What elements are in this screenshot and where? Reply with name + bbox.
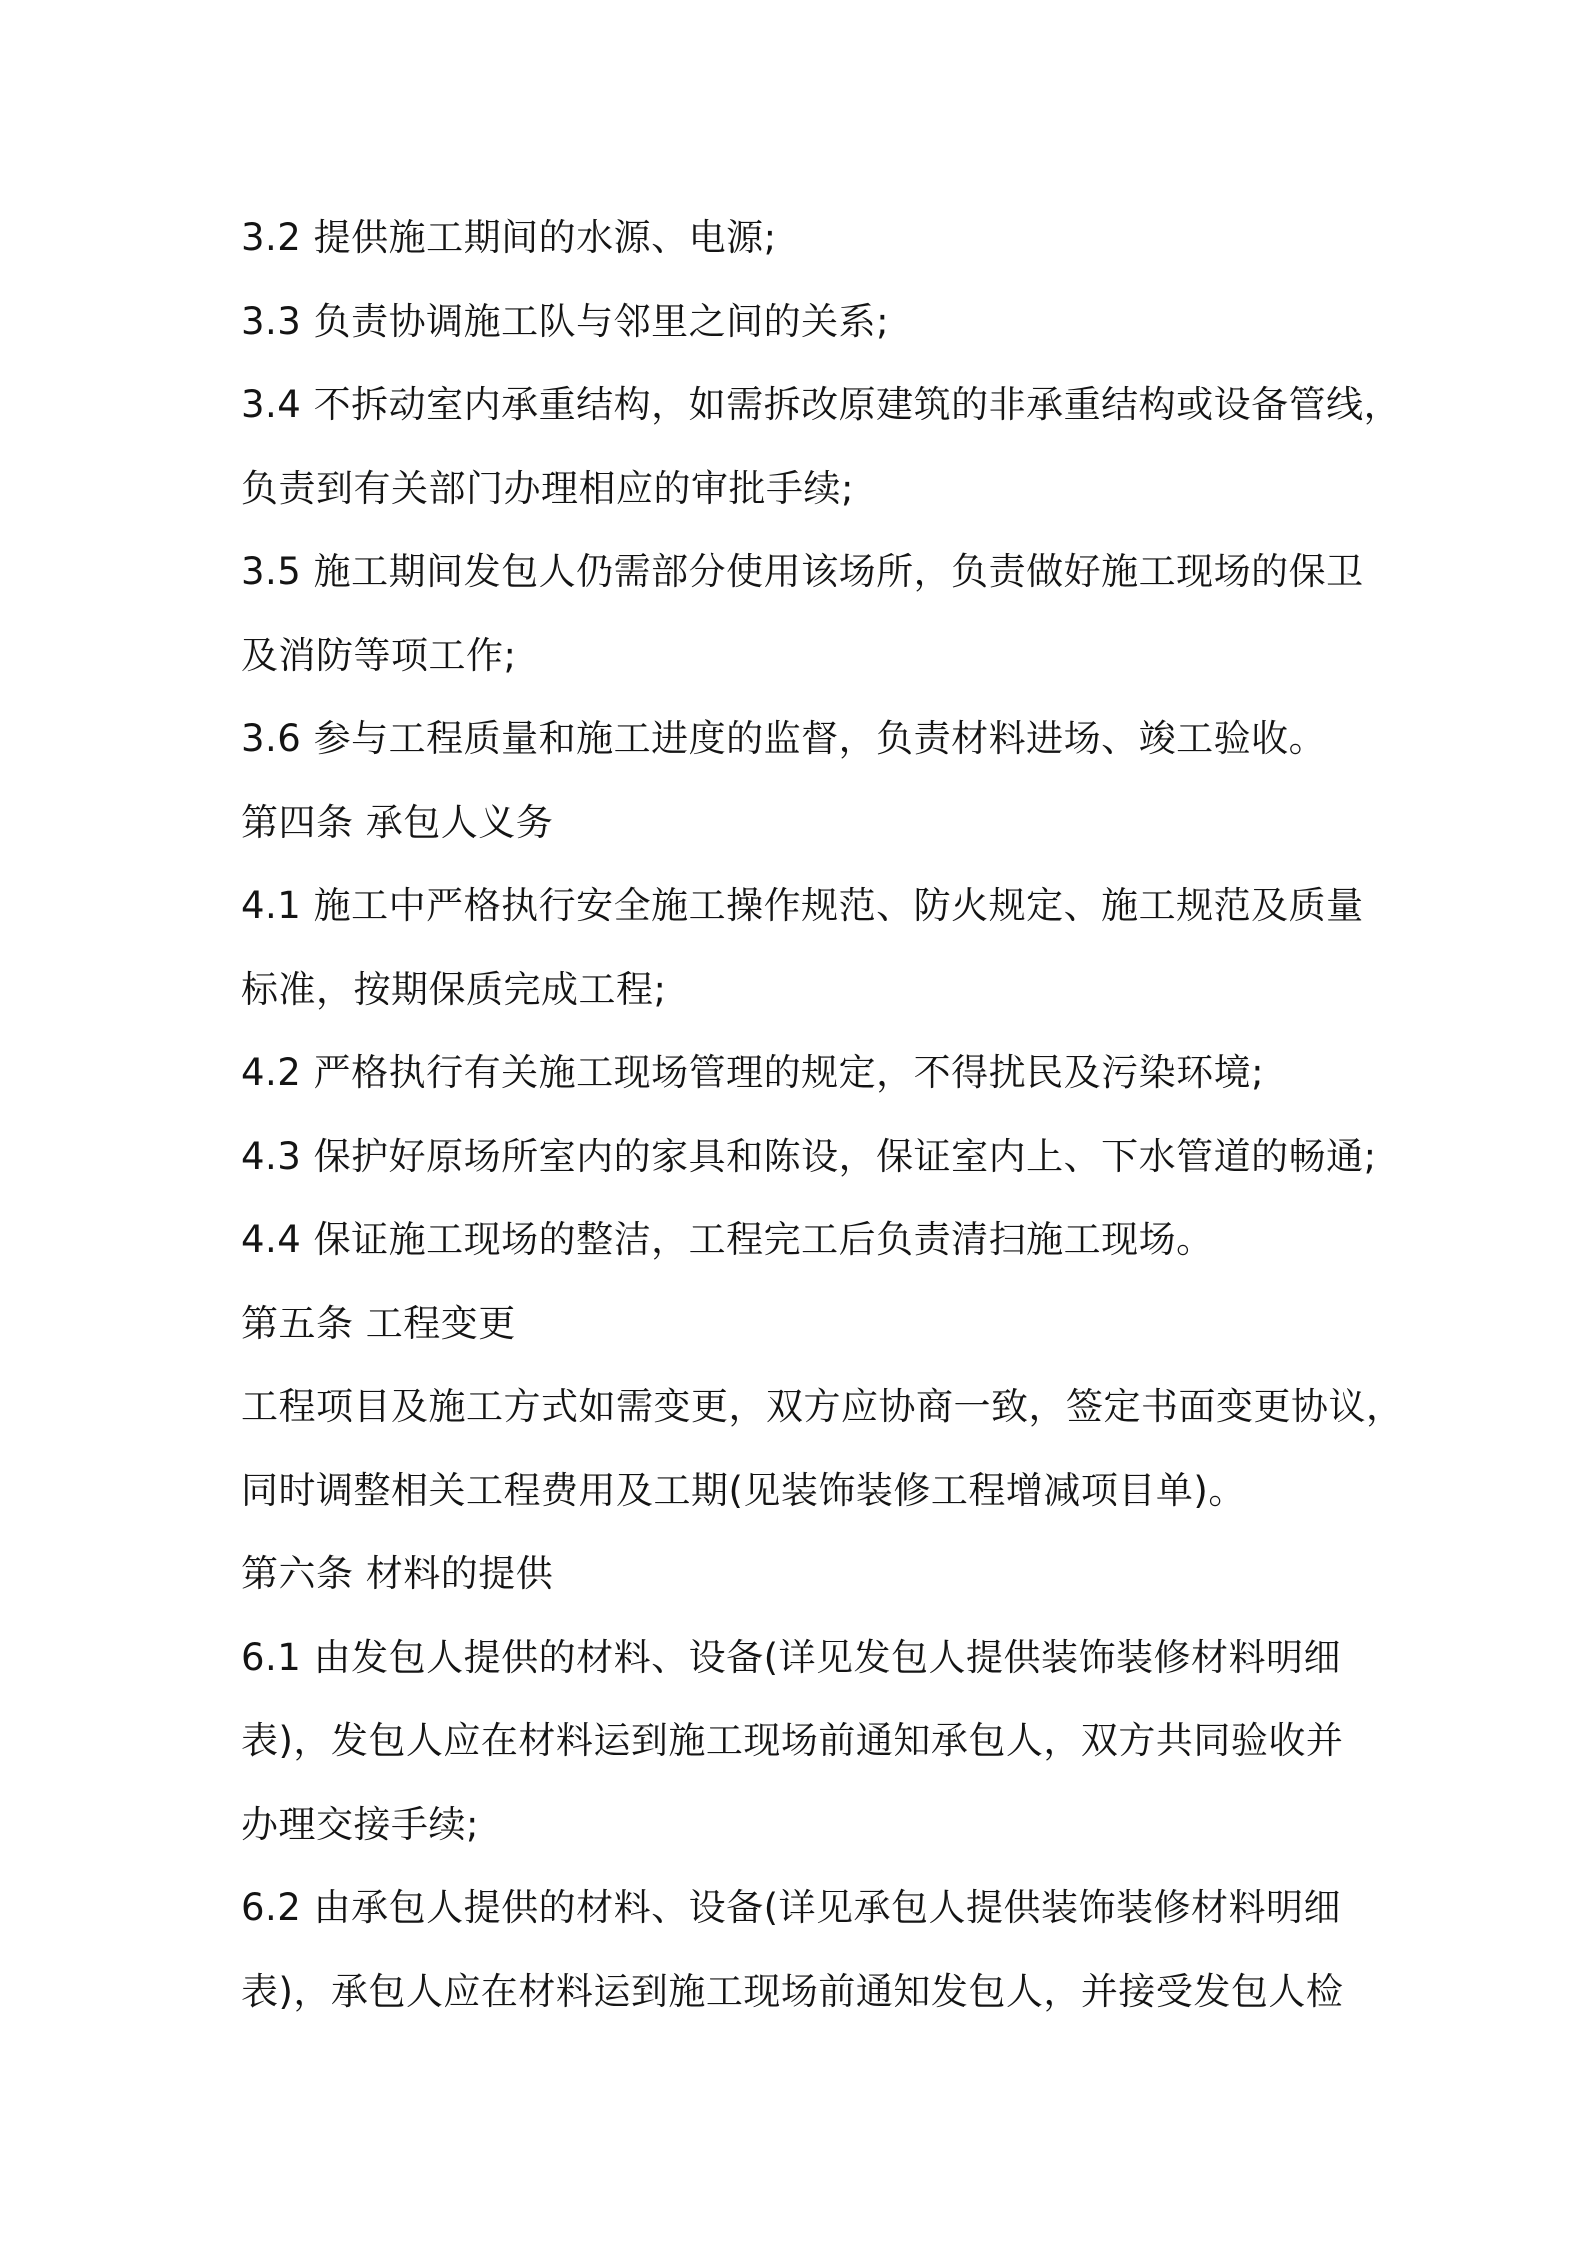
text-line: 标准，按期保质完成工程; — [241, 967, 667, 1011]
text-line: 办理交接手续; — [241, 1802, 479, 1846]
text-line: 4.3 保护好原场所室内的家具和陈设，保证室内上、下水管道的畅通; — [241, 1134, 1377, 1178]
text-line: 4.1 施工中严格执行安全施工操作规范、防火规定、施工规范及质量 — [241, 884, 1364, 927]
text-line: 工程项目及施工方式如需变更，双方应协商一致，签定书面变更协议， — [241, 1385, 1404, 1428]
text-line: 4.2 严格执行有关施工现场管理的规定，不得扰民及污染环境; — [241, 1051, 1265, 1094]
text-line: 6.1 由发包人提供的材料、设备(详见发包人提供装饰装修材料明细 — [241, 1635, 1342, 1679]
text-line: 3.5 施工期间发包人仍需部分使用该场所，负责做好施工现场的保卫 — [241, 550, 1364, 593]
document-body — [241, 196, 1404, 2033]
text-line: 3.2 提供施工期间的水源、电源; — [241, 216, 777, 259]
text-line: 同时调整相关工程费用及工期(见装饰装修工程增减项目单)。 — [241, 1468, 1246, 1512]
text-line: 负责到有关部门办理相应的审批手续; — [241, 466, 854, 510]
text-line: 及消防等项工作; — [241, 633, 517, 677]
text-line: 6.2 由承包人提供的材料、设备(详见承包人提供装饰装修材料明细 — [241, 1886, 1342, 1929]
text-line: 第四条 承包人义务 — [241, 800, 554, 844]
text-line: 4.4 保证施工现场的整洁，工程完工后负责清扫施工现场。 — [241, 1218, 1214, 1261]
text-line: 表)，发包人应在材料运到施工现场前通知承包人，双方共同验收并 — [241, 1719, 1344, 1762]
text-line: 3.6 参与工程质量和施工进度的监督，负责材料进场、竣工验收。 — [241, 717, 1327, 760]
text-line: 第六条 材料的提供 — [241, 1552, 554, 1595]
text-line: 3.3 负责协调施工队与邻里之间的关系; — [241, 299, 890, 343]
text-line: 表)，承包人应在材料运到施工现场前通知发包人，并接受发包人检 — [241, 1969, 1344, 2013]
text-line: 第五条 工程变更 — [241, 1301, 516, 1345]
text-line: 3.4 不拆动室内承重结构，如需拆改原建筑的非承重结构或设备管线， — [241, 383, 1402, 426]
